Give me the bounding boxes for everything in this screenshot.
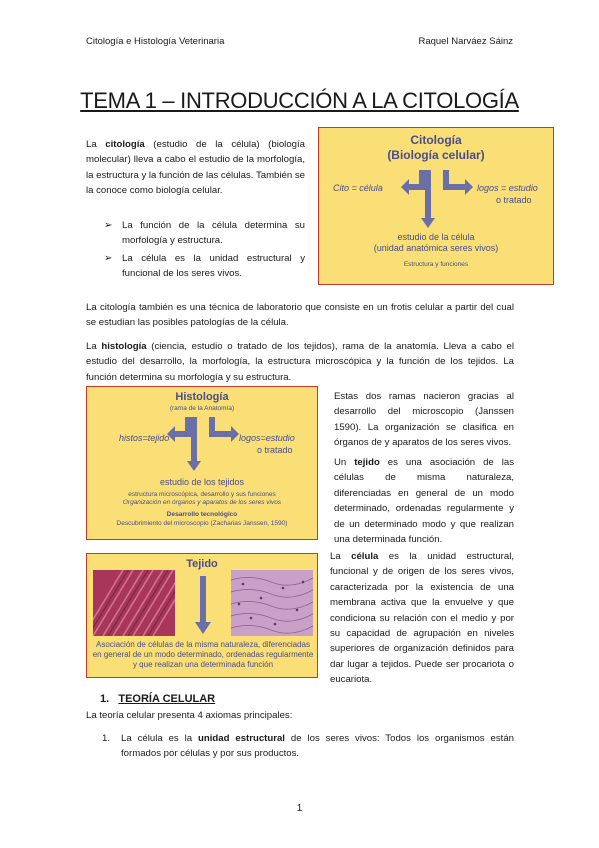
section-heading: 1. TEORÍA CELULAR bbox=[100, 693, 216, 705]
histologia-bottom-1: estudio de los tejidos bbox=[159, 477, 245, 487]
page-number: 1 bbox=[296, 803, 303, 814]
muscle-tissue-image bbox=[93, 570, 175, 636]
histologia-bottom-5: Descubrimiento del microscopio (Zacharias Janssen, 1590) bbox=[116, 520, 288, 527]
citologia-technique-paragraph: La citología también es una técnica de laboratorio que consiste en un frotis celular a partir del cual se estudian las posibles patologías de la célula. bbox=[86, 302, 514, 329]
tejido-caption: Asociación de células de la misma naturaleza, diferenciadas en general de un modo determinado, ordenadas regularmente y que realizan una determinada función bbox=[92, 640, 314, 669]
down-arrow-icon bbox=[195, 576, 211, 636]
microscopio-paragraph: Estas dos ramas nacieron gracias al desarrollo del microscopio (Janssen 1590). La organización se clasifica en órganos de y aparatos de los seres vivos. bbox=[334, 391, 514, 449]
section-intro: La teoría celular presenta 4 axiomas principales: bbox=[86, 710, 293, 721]
histologia-subtitle: (rama de la Anatomía) bbox=[169, 405, 235, 412]
header-left: Citología e Histología Veterinaria bbox=[86, 36, 225, 47]
celula-term: célula bbox=[351, 551, 379, 562]
histologia-title: Histología bbox=[175, 391, 229, 403]
connective-tissue-image bbox=[231, 570, 313, 636]
histologia-diagram bbox=[86, 386, 318, 540]
citologia-diagram bbox=[318, 127, 554, 285]
histologia-term: histología bbox=[101, 341, 147, 352]
histos-label: histos=tejido bbox=[119, 433, 170, 443]
citologia-bottom-3: Estructura y funciones bbox=[403, 261, 469, 268]
axiom-item-1: La célula es la unidad estructural de los seres vivos: Todos los organismos están formados por células y por sus productos. bbox=[121, 733, 514, 760]
logos-label: logos=estudio bbox=[239, 433, 295, 443]
histologia-bottom-2: estructura microscópica, desarrollo y sus funciones bbox=[128, 491, 276, 498]
tejido-paragraph: Un tejido es una asociación de las células de misma naturaleza, diferenciadas en general de un modo determinado, ordenadas regularmente y de un determinado modo y que realizan una determinada función. bbox=[334, 457, 514, 546]
arrow-bullet-icon: ➢ bbox=[104, 220, 113, 231]
citologia-title: Citología bbox=[410, 133, 462, 147]
page-title: TEMA 1 – INTRODUCCIÓN A LA CITOLOGÍA bbox=[80, 88, 519, 113]
citologia-term: citología bbox=[105, 139, 145, 150]
citologia-subtitle: (Biología celular) bbox=[387, 148, 485, 162]
split-arrow-icon bbox=[357, 166, 517, 230]
unidad-estructural-term: unidad estructural bbox=[198, 733, 285, 744]
bullet-item: ➢ La célula es la unidad estructural y funcional de los seres vivos. bbox=[104, 252, 305, 280]
intro-paragraph: La citología (estudio de la célula) (biología molecular) lleva a cabo el estudio de la morfología, la estructura y la función de las células. También se la conoce como biología celular. bbox=[86, 139, 305, 197]
histologia-bottom-4: Desarrollo tecnológico bbox=[166, 511, 238, 518]
citologia-bottom-2: (unidad anatómica seres vivos) bbox=[373, 243, 499, 253]
split-arrow-icon bbox=[123, 413, 283, 473]
tejido-diagram bbox=[86, 553, 318, 678]
tejido-term: tejido bbox=[354, 457, 380, 468]
cito-label: Cito = célula bbox=[333, 183, 383, 193]
tratado-label: o tratado bbox=[496, 195, 532, 205]
logos-label: logos = estudio bbox=[477, 183, 538, 193]
citologia-bottom-1: estudio de la célula bbox=[397, 232, 475, 242]
item-number: 1. bbox=[102, 733, 111, 744]
tejido-title: Tejido bbox=[186, 558, 218, 570]
histologia-paragraph: La histología (ciencia, estudio o tratado de los tejidos), rama de la anatomía. Lleva a cabo el estudio del desarrollo, la morfología, la estructura microscópica y la función de los tejidos. La función determina su morfología y su estructura. bbox=[86, 341, 514, 383]
header-right: Raquel Narváez Sáinz bbox=[418, 36, 513, 47]
arrow-bullet-icon: ➢ bbox=[104, 252, 113, 264]
histologia-bottom-3: Organización en órganos y aparatos de los seres vivos bbox=[122, 499, 282, 506]
tratado-label: o tratado bbox=[257, 445, 293, 455]
celula-paragraph: La célula es la unidad estructural, funcional y de origen de los seres vivos, caracterizada por la existencia de una membrana activa que la envuelve y que condiciona su relación con el medio y por su capacidad de agrupación en niveles superiores de organización definidos para dar lugar a tejidos. Puede ser procariota o eucariota. bbox=[330, 551, 514, 686]
intro-bullets bbox=[102, 218, 305, 284]
bullet-item: ➢ La función de la célula determina su morfología y estructura. bbox=[104, 220, 305, 247]
